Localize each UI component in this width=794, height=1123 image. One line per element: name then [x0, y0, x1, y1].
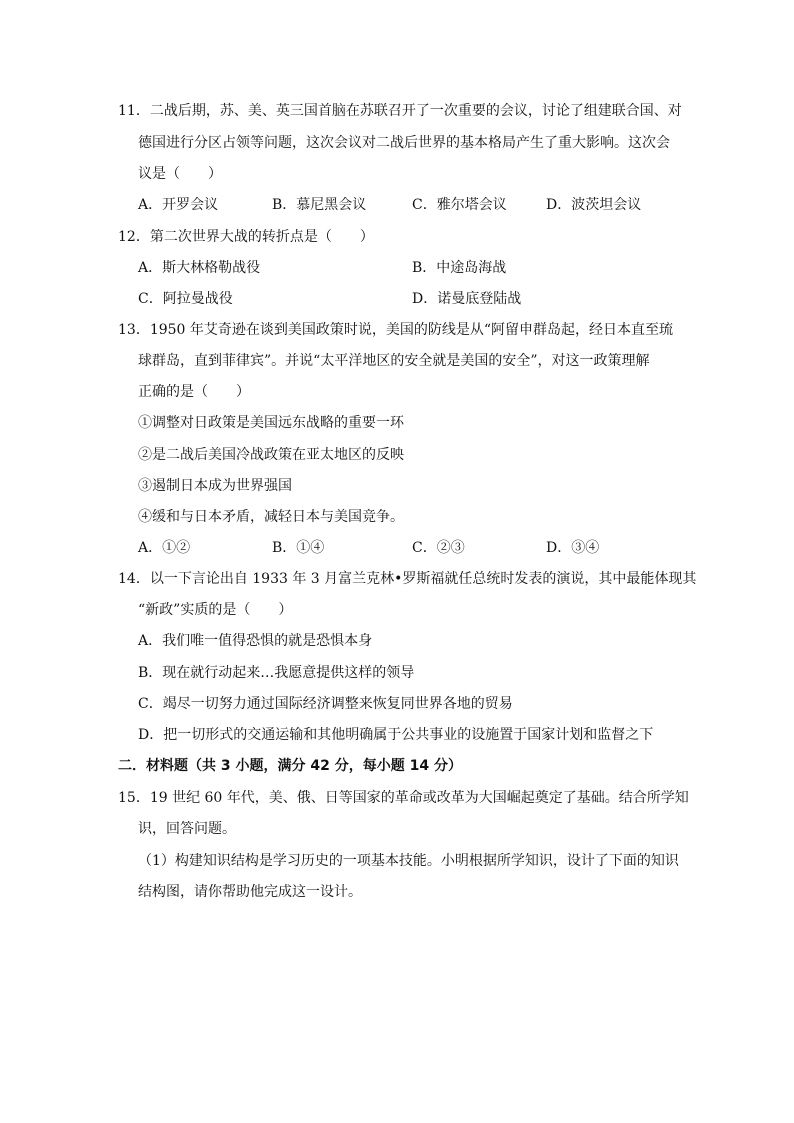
question-13-line-2: 球群岛，直到菲律宾”。并说“太平洋地区的安全就是美国的安全”，对这一政策理解: [138, 353, 650, 369]
question-11-option-c: C．雅尔塔会议: [412, 197, 507, 213]
question-11-line-2: 德国进行分区占领等问题，这次会议对二战后世界的基本格局产生了重大影响。这次会: [138, 135, 670, 151]
question-13-line-3: 正确的是（ ）: [138, 384, 250, 400]
question-11-option-a: A．开罗会议: [138, 197, 219, 213]
question-12-line-1: 12．第二次世界大战的转折点是（ ）: [118, 229, 374, 245]
question-11-option-d: D．波茨坦会议: [546, 197, 642, 213]
question-13-option-c: C．②③: [412, 540, 465, 556]
question-14-line-2: “新政”实质的是（ ）: [138, 602, 293, 618]
question-12-option-d: D．诺曼底登陆战: [412, 291, 522, 307]
question-14-line-1: 14．以一下言论出自 1933 年 3 月富兰克林•罗斯福就任总统时发表的演说，其中最能体现其: [118, 571, 697, 587]
question-13-item-1: ①调整对日政策是美国远东战略的重要一环: [138, 415, 404, 431]
question-14-option-b: B．现在就行动起来…我愿意提供这样的领导: [138, 665, 415, 681]
question-13-line-1: 13．1950 年艾奇逊在谈到美国政策时说，美国的防线是从“阿留申群岛起，经日本直至琉: [118, 322, 674, 338]
question-15-sub-1-line-1: （1）构建知识结构是学习历史的一项基本技能。小明根据所学知识，设计了下面的知识: [138, 853, 679, 869]
question-13-option-a: A．①②: [138, 540, 191, 556]
question-15-line-2: 识，回答问题。: [138, 821, 236, 837]
question-11-option-b: B．慕尼黑会议: [272, 197, 367, 213]
question-14-option-c: C．竭尽一切努力通过国际经济调整来恢复同世界各地的贸易: [138, 696, 513, 712]
question-13-option-d: D．③④: [546, 540, 600, 556]
question-13-option-b: B．①④: [272, 540, 325, 556]
question-14-option-a: A．我们唯一值得恐惧的就是恐惧本身: [138, 633, 373, 649]
question-11-line-1: 11．二战后期，苏、美、英三国首脑在苏联召开了一次重要的会议，讨论了组建联合国、对: [118, 103, 682, 119]
question-11-line-3: 议是（ ）: [138, 166, 222, 182]
question-13-item-2: ②是二战后美国冷战政策在亚太地区的反映: [138, 447, 404, 463]
question-12-option-b: B．中途岛海战: [412, 260, 507, 276]
question-13-item-3: ③遏制日本成为世界强国: [138, 478, 292, 494]
question-15-line-1: 15．19 世纪 60 年代，美、俄、日等国家的革命或改革为大国崛起奠定了基础。结合所学知: [118, 790, 689, 806]
section-2-heading: 二．材料题（共 3 小题，满分 42 分，每小题 14 分）: [118, 758, 462, 774]
question-15-sub-1-line-2: 结构图，请你帮助他完成这一设计。: [138, 884, 362, 900]
question-12-option-c: C．阿拉曼战役: [138, 291, 233, 307]
question-14-option-d: D．把一切形式的交通运输和其他明确属于公共事业的设施置于国家计划和监督之下: [138, 727, 654, 743]
question-13-item-4: ④缓和与日本矛盾，减轻日本与美国竞争。: [138, 509, 404, 525]
question-12-option-a: A．斯大林格勒战役: [138, 260, 261, 276]
